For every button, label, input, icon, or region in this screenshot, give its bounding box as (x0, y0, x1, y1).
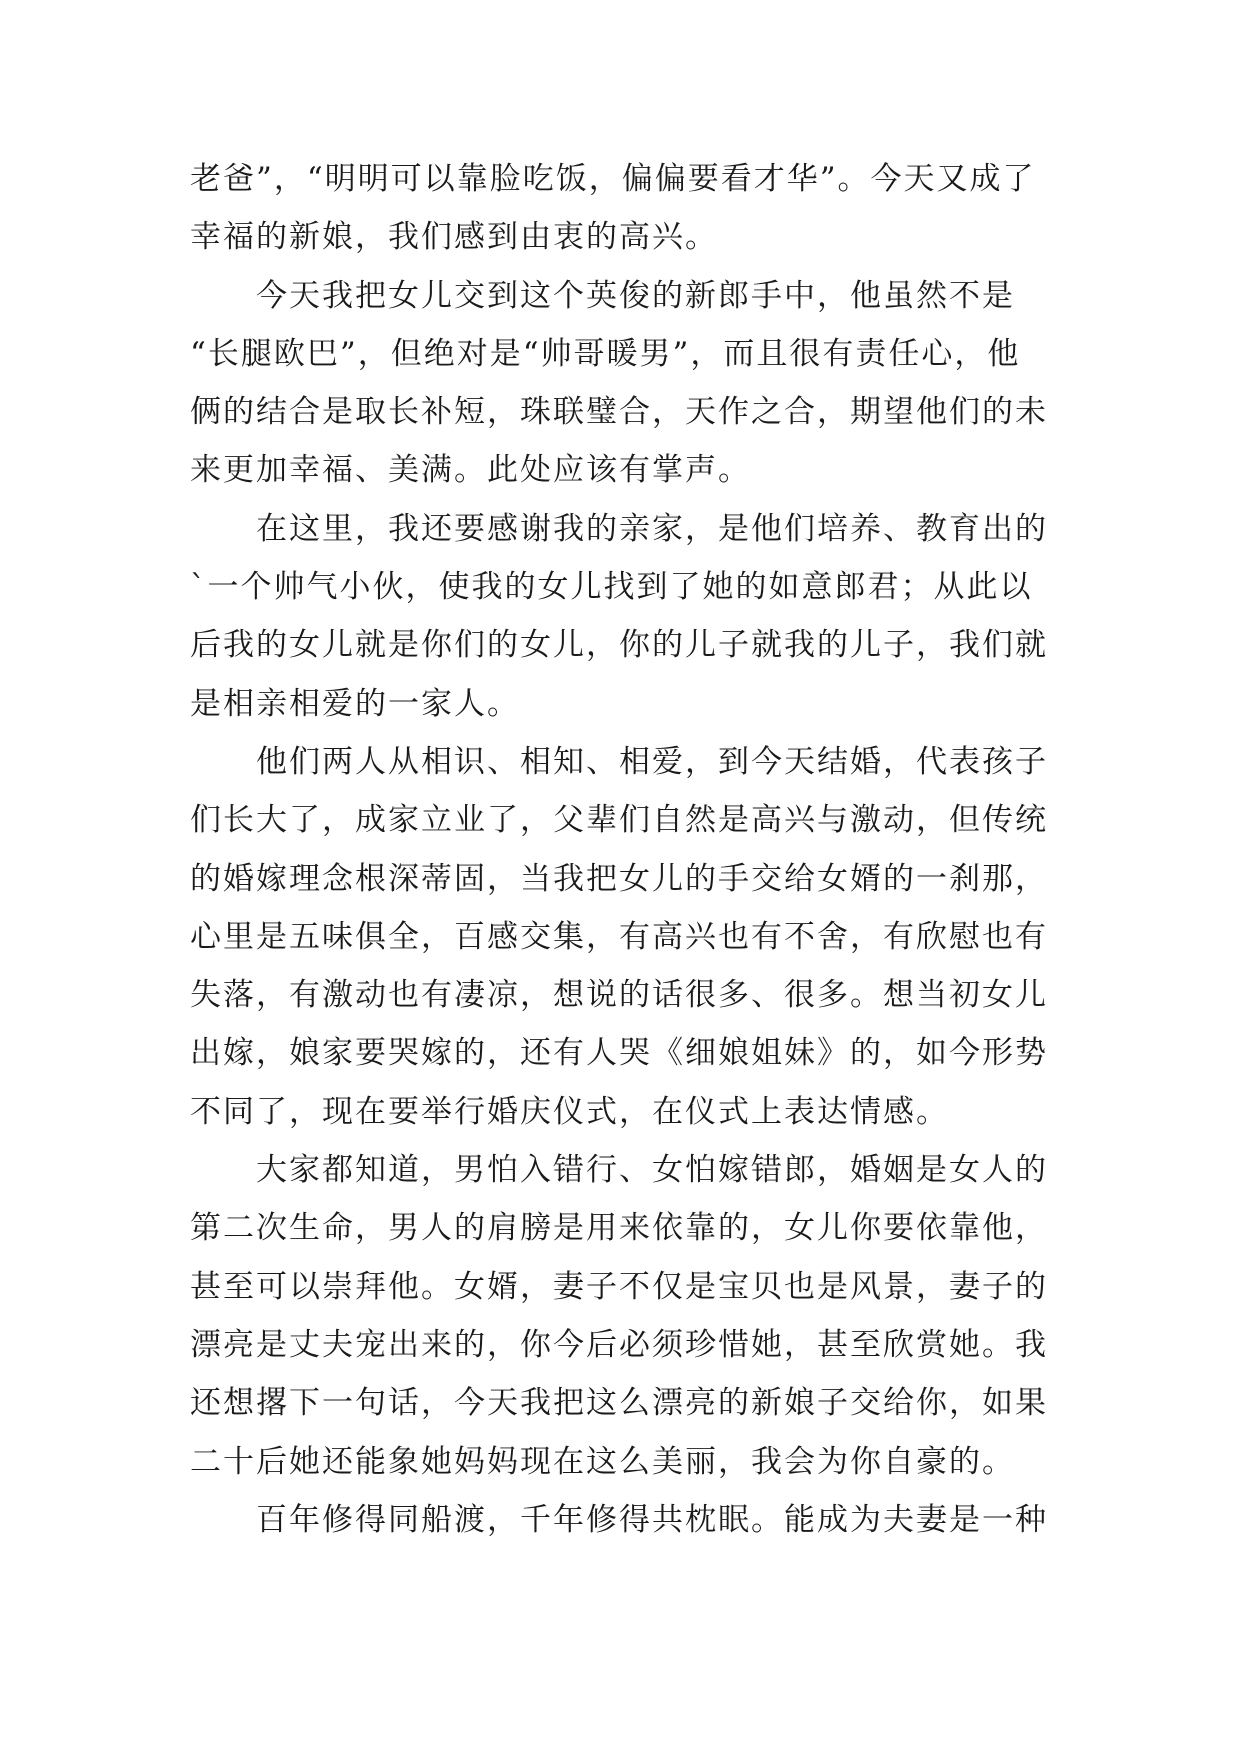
text-line: 二十后她还能象她妈妈现在这么美丽，我会为你自豪的。 (190, 1443, 1015, 1480)
text-line: 老爸”，“明明可以靠脸吃饭，偏偏要看才华”。今天又成了 (190, 161, 1036, 197)
text-line: 大家都知道，男怕入错行、女怕嫁错郎，婚姻是女人的 (256, 1152, 1048, 1189)
text-line: 心里是五味俱全，百感交集，有高兴也有不舍，有欣慰也有 (190, 918, 1048, 955)
text-line: 他们两人从相识、相知、相爱，到今天结婚，代表孩子 (256, 743, 1048, 780)
text-line: 不同了，现在要举行婚庆仪式，在仪式上表达情感。 (190, 1093, 949, 1130)
text-line: 俩的结合是取长补短，珠联璧合，天作之合，期望他们的未 (190, 394, 1048, 431)
text-line: 出嫁，娘家要哭嫁的，还有人哭《细娘姐妹》的，如今形势 (190, 1035, 1048, 1072)
text-line: 来更加幸福、美满。此处应该有掌声。 (190, 452, 751, 489)
text-line: 漂亮是丈夫宠出来的，你今后必须珍惜她，甚至欣赏她。我 (190, 1326, 1048, 1363)
text-line: `一个帅气小伙，使我的女儿找到了她的如意郎君；从此以 (190, 569, 1033, 606)
text-line: 失落，有激动也有凄凉，想说的话很多、很多。想当初女儿 (190, 977, 1048, 1014)
text-line: 甚至可以崇拜他。女婿，妻子不仅是宝贝也是风景，妻子的 (190, 1268, 1048, 1305)
text-line: “长腿欧巴”，但绝对是“帅哥暖男”，而且很有责任心，他 (190, 335, 1021, 372)
text-line: 第二次生命，男人的肩膀是用来依靠的，女儿你要依靠他， (190, 1210, 1048, 1247)
text-line: 幸福的新娘，我们感到由衷的高兴。 (190, 219, 718, 256)
text-line: 今天我把女儿交到这个英俊的新郎手中，他虽然不是 (256, 277, 1015, 314)
text-line: 们长大了，成家立业了，父辈们自然是高兴与激动，但传统 (190, 802, 1048, 839)
text-line: 百年修得同船渡，千年修得共枕眠。能成为夫妻是一种 (256, 1501, 1048, 1538)
text-line: 在这里，我还要感谢我的亲家，是他们培养、教育出的 (256, 510, 1048, 547)
document-body (190, 150, 1058, 1549)
text-line: 是相亲相爱的一家人。 (190, 685, 520, 722)
text-line: 后我的女儿就是你们的女儿，你的儿子就我的儿子，我们就 (190, 627, 1048, 664)
text-line: 的婚嫁理念根深蒂固，当我把女儿的手交给女婿的一刹那， (190, 860, 1048, 897)
text-line: 还想撂下一句话，今天我把这么漂亮的新娘子交给你，如果 (190, 1385, 1048, 1422)
